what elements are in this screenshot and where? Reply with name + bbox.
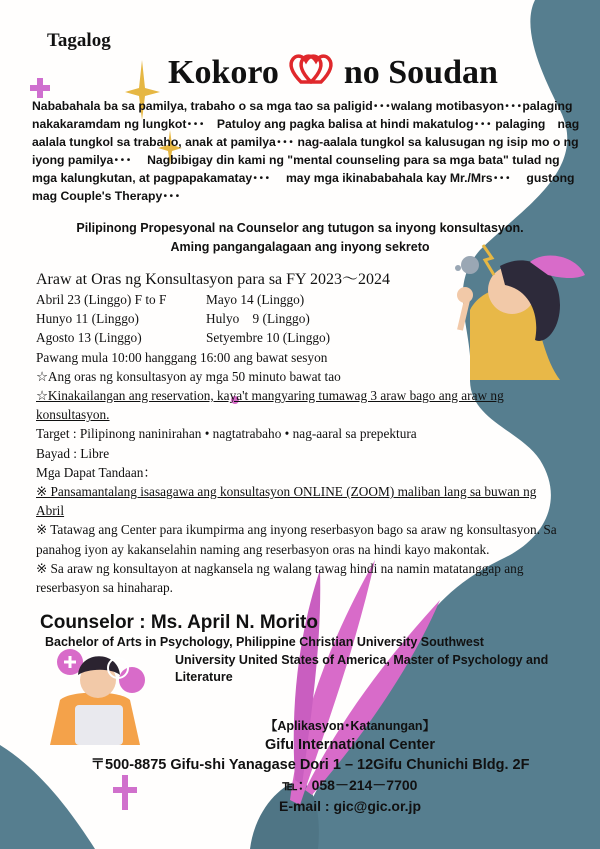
stressed-man-illustration: [50, 649, 145, 745]
counselor-bio-line-1: Bachelor of Arts in Psychology, Philippine Christian University Southwest: [45, 635, 484, 649]
note-online: ※ Pansamantalang isasagawa ang konsultasyon ONLINE (ZOOM) maliban lang sa buwan ng Abril: [36, 484, 537, 519]
schedule-date: Hulyo 9 (Linggo): [206, 311, 310, 327]
page-title: [168, 50, 498, 95]
counselor-name: Counselor : Ms. April N. Morito: [40, 612, 318, 633]
professional-line-2: Aming pangangalagaan ang inyong sekreto: [170, 240, 430, 254]
schedule-date: Hunyo 11 (Linggo): [36, 311, 139, 327]
organization-name: Gifu International Center: [265, 737, 435, 753]
schedule-row: [36, 290, 566, 309]
schedule-date: Abril 23 (Linggo) F to F: [36, 292, 167, 307]
title-part-1: Kokoro: [168, 53, 279, 91]
schedule-row: [36, 309, 566, 328]
notes-heading: Mga Dapat Tandaan：: [36, 464, 157, 480]
professional-line-1: Pilipinong Propesyonal na Counselor ang tutugon sa inyong konsultasyon.: [76, 221, 524, 235]
language-label: Tagalog: [47, 30, 111, 51]
intro-text: [32, 97, 587, 205]
schedule-date: Setyembre 10 (Linggo): [206, 330, 331, 346]
schedule-row: [36, 328, 566, 347]
telephone: ℡：058－214－7700: [282, 777, 418, 793]
target-audience: Target : Pilipinong naninirahan • nagtatrabaho • nag-aaral sa prepektura: [36, 426, 417, 442]
contact-label: 【Aplikasyon･Katanungan】: [264, 719, 436, 733]
professional-statement: [40, 219, 560, 257]
session-duration: ☆Ang oras ng konsultasyon ay mga 50 minuto bawat tao: [36, 368, 341, 384]
purple-plus-left: [30, 78, 50, 98]
purple-plus-bottom: [113, 775, 137, 810]
email: E-mail : gic@gic.or.jp: [278, 798, 421, 814]
schedule-date: Agosto 13 (Linggo): [36, 330, 142, 346]
intro-paragraph: Nababahala ba sa pamilya, trabaho o sa mga tao sa paligid･･･walang motibasyon･･･palaging nakakaramdam ng lungkot･･･ Patuloy ang pagka balisa at hindi makatulog･･･ palaging nag aalala tungkol sa trabaho, anak at pamilya･･･ nag-aalala tungkol sa kalusugan ng isip mo o ng iyong pamilya･･･ Nagbibigay din kami ng "mental counseling para sa mga bata" tulad ng mga kalungkutan, at pagpapakamatay･･･ may mga ikinababahala kay Mr./Mrs･･･ gustong mag Couple's Therapy･･･: [32, 99, 580, 203]
schedule-details: [36, 290, 566, 597]
contact-info: [90, 717, 560, 817]
title-part-2: no Soudan: [343, 53, 498, 91]
schedule-date: Mayo 14 (Linggo): [206, 292, 305, 307]
fee: Bayad : Libre: [36, 445, 110, 461]
session-hours: Pawang mula 10:00 hanggang 16:00 ang bawat sesyon: [36, 349, 328, 365]
counselor-bio-line-2: University United States of America, Master of Psychology and Literature: [175, 653, 549, 684]
note-cancellation: ※ Sa araw ng konsultayon at nagkansela ng walang tawag hindi na namin matatanggap ang reserbasyon sa hinaharap.: [36, 560, 524, 596]
double-heart-icon: [287, 50, 335, 95]
note-confirmation: ※ Tatawag ang Center para ikumpirma ang inyong reserbasyon bago sa araw ng konsultasyon. Sa panahog iyon ay kakanselahin naming ang reserbasyon oras na hindi kayo makontak.: [36, 522, 557, 557]
schedule-heading: Araw at Oras ng Konsultasyon para sa FY 2023〜2024: [36, 271, 391, 288]
address: 〒500-8875 Gifu-shi Yanagase Dori 1 – 12Gifu Chunichi Bldg. 2F: [90, 757, 530, 773]
reservation-note: ☆Kinakailangan ang reservation, kaya't mangyaring tumawag 3 araw bago ang araw ng konsultasyon.: [36, 388, 504, 423]
